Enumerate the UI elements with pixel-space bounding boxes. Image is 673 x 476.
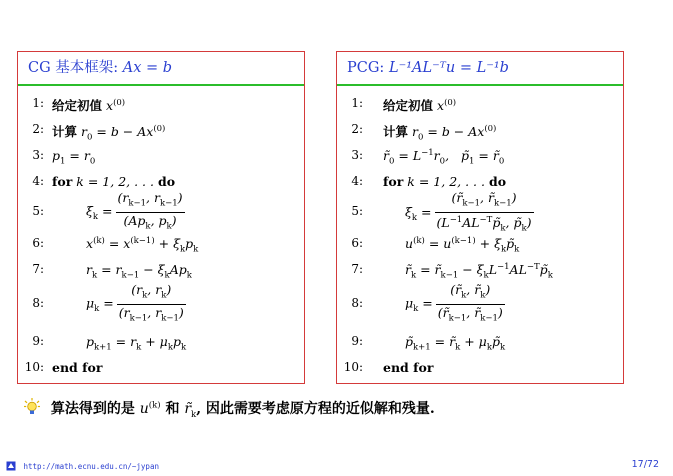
university-logo-icon xyxy=(6,461,16,471)
footer-url-text[interactable]: http://math.ecnu.edu.cn/~jypan xyxy=(23,462,159,471)
footer-url[interactable] xyxy=(6,461,159,471)
cg-title-equation: Ax = b xyxy=(122,60,173,76)
cg-box-title xyxy=(18,52,304,86)
page-number: 17/72 xyxy=(631,459,659,470)
remark-line: 算法得到的是 $u^{(k)}$ 和 $r̃_k$, 因此需要考虑原方程的近似解和残量. xyxy=(24,398,435,420)
cg-algorithm-box: CG 基本框架: Ax = b 1: 给定初值 $x^{(0)}$ 2: 计算 $r_0 = b - Ax^{(0)}$ 3: $p_1 = r_0$ 4: for k = 1, 2, . . . do 5: $\xi_k$ = $\frac{(r_{k-1}, r_{k-1})}{(Ap_k, p_k)}$ 6: $x^{(k)} = x^{(k-1)} + \xi_kp_k$ 7: $r_k = r_{k-1} - \xi_kAp_k$ 8: $\mu_k$ = $\frac{(r_k, r_k)}{(r_{k-1}, r_{k-1})}$ 9: $p_{k+1} = r_k + \mu_kp_k$ 10: end for xyxy=(17,51,305,384)
pcg-title-equation: L⁻¹AL⁻ᵀu = L⁻¹b xyxy=(388,60,509,76)
remark-suffix: , 因此需要考虑原方程的近似解和残量. xyxy=(196,401,435,417)
pcg-box-title xyxy=(337,52,623,86)
lightbulb-icon xyxy=(24,398,40,416)
pcg-title-prefix: PCG: xyxy=(347,60,385,76)
remark-prefix: 算法得到的是 xyxy=(50,401,135,417)
pcg-algorithm-box: PCG: L⁻¹AL⁻ᵀu = L⁻¹b 1: 给定初值 $x^{(0)}$ 2: 计算 $r_0 = b - Ax^{(0)}$ 3: $r̃_0 = L^{-1}r_0$, $p̃_1$ = $r̃_0$ 4: for k = 1, 2, . . . do 5: $\xi_k$ = $\frac{(r̃_{k-1}, r̃_{k-1})}{(L^{-1}AL^{-T}p̃_k, p̃_k)}$ 6: $u^{(k)} = u^{(k-1)}$ + $\xi_kp̃_k$ 7: $r̃_k$ = $r̃_{k-1}$ − $\xi_kL^{-1}AL^{-T}p̃_k$ 8: $\mu_k$ = $\frac{(r̃_k, r̃_k)}{(r̃_{k-1}, r̃_{k-1})}$ 9: $p̃_{k+1}$ = $r̃_k$ + $\mu_kp̃_k$ 10: end for xyxy=(336,51,624,384)
remark-and: 和 xyxy=(165,401,180,417)
cg-title-prefix: CG 基本框架: xyxy=(28,60,119,76)
